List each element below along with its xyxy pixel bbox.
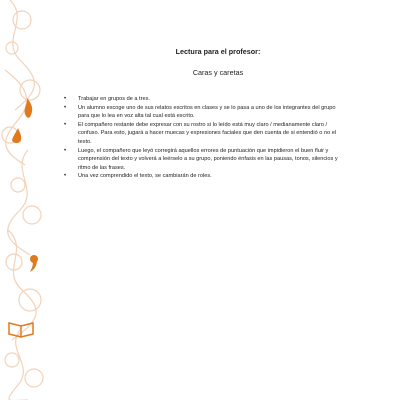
list-item: • Una vez comprendido el texto, se cambiarán de roles. <box>62 172 347 181</box>
list-item: • Luego, el compañero que leyó corregirá aquellos errores de puntuación que impidieron el buen fluir y comprensión del texto y volverá a leérselo a su grupo, poniendo énfasis en las pausas, tonos, silencios y ritmo de las frases. <box>62 147 347 173</box>
list-item: • Un alumno escoge uno de sus relatos escritos en clases y se lo pasa a uno de los integrantes del grupo para que lo lea en voz alta tal cual está escrito. <box>62 104 347 121</box>
list-item: • Trabajar en grupos de a tres. <box>62 95 347 104</box>
comma-icon <box>30 255 38 272</box>
document-subtitle: Caras y caretas <box>192 68 244 77</box>
swirl-pattern <box>2 0 43 400</box>
list-item: • El compañero restante debe expresar con su rostro si lo leído está muy claro / medianamente claro / confuso. Para esto, jugará a hacer muecas y expresiones faciales que den cuenta de si entendió o no el texto. <box>62 121 347 147</box>
decorative-margin <box>0 0 60 400</box>
instruction-list <box>62 95 347 181</box>
document-title: Lectura para el profesor: <box>175 47 261 56</box>
